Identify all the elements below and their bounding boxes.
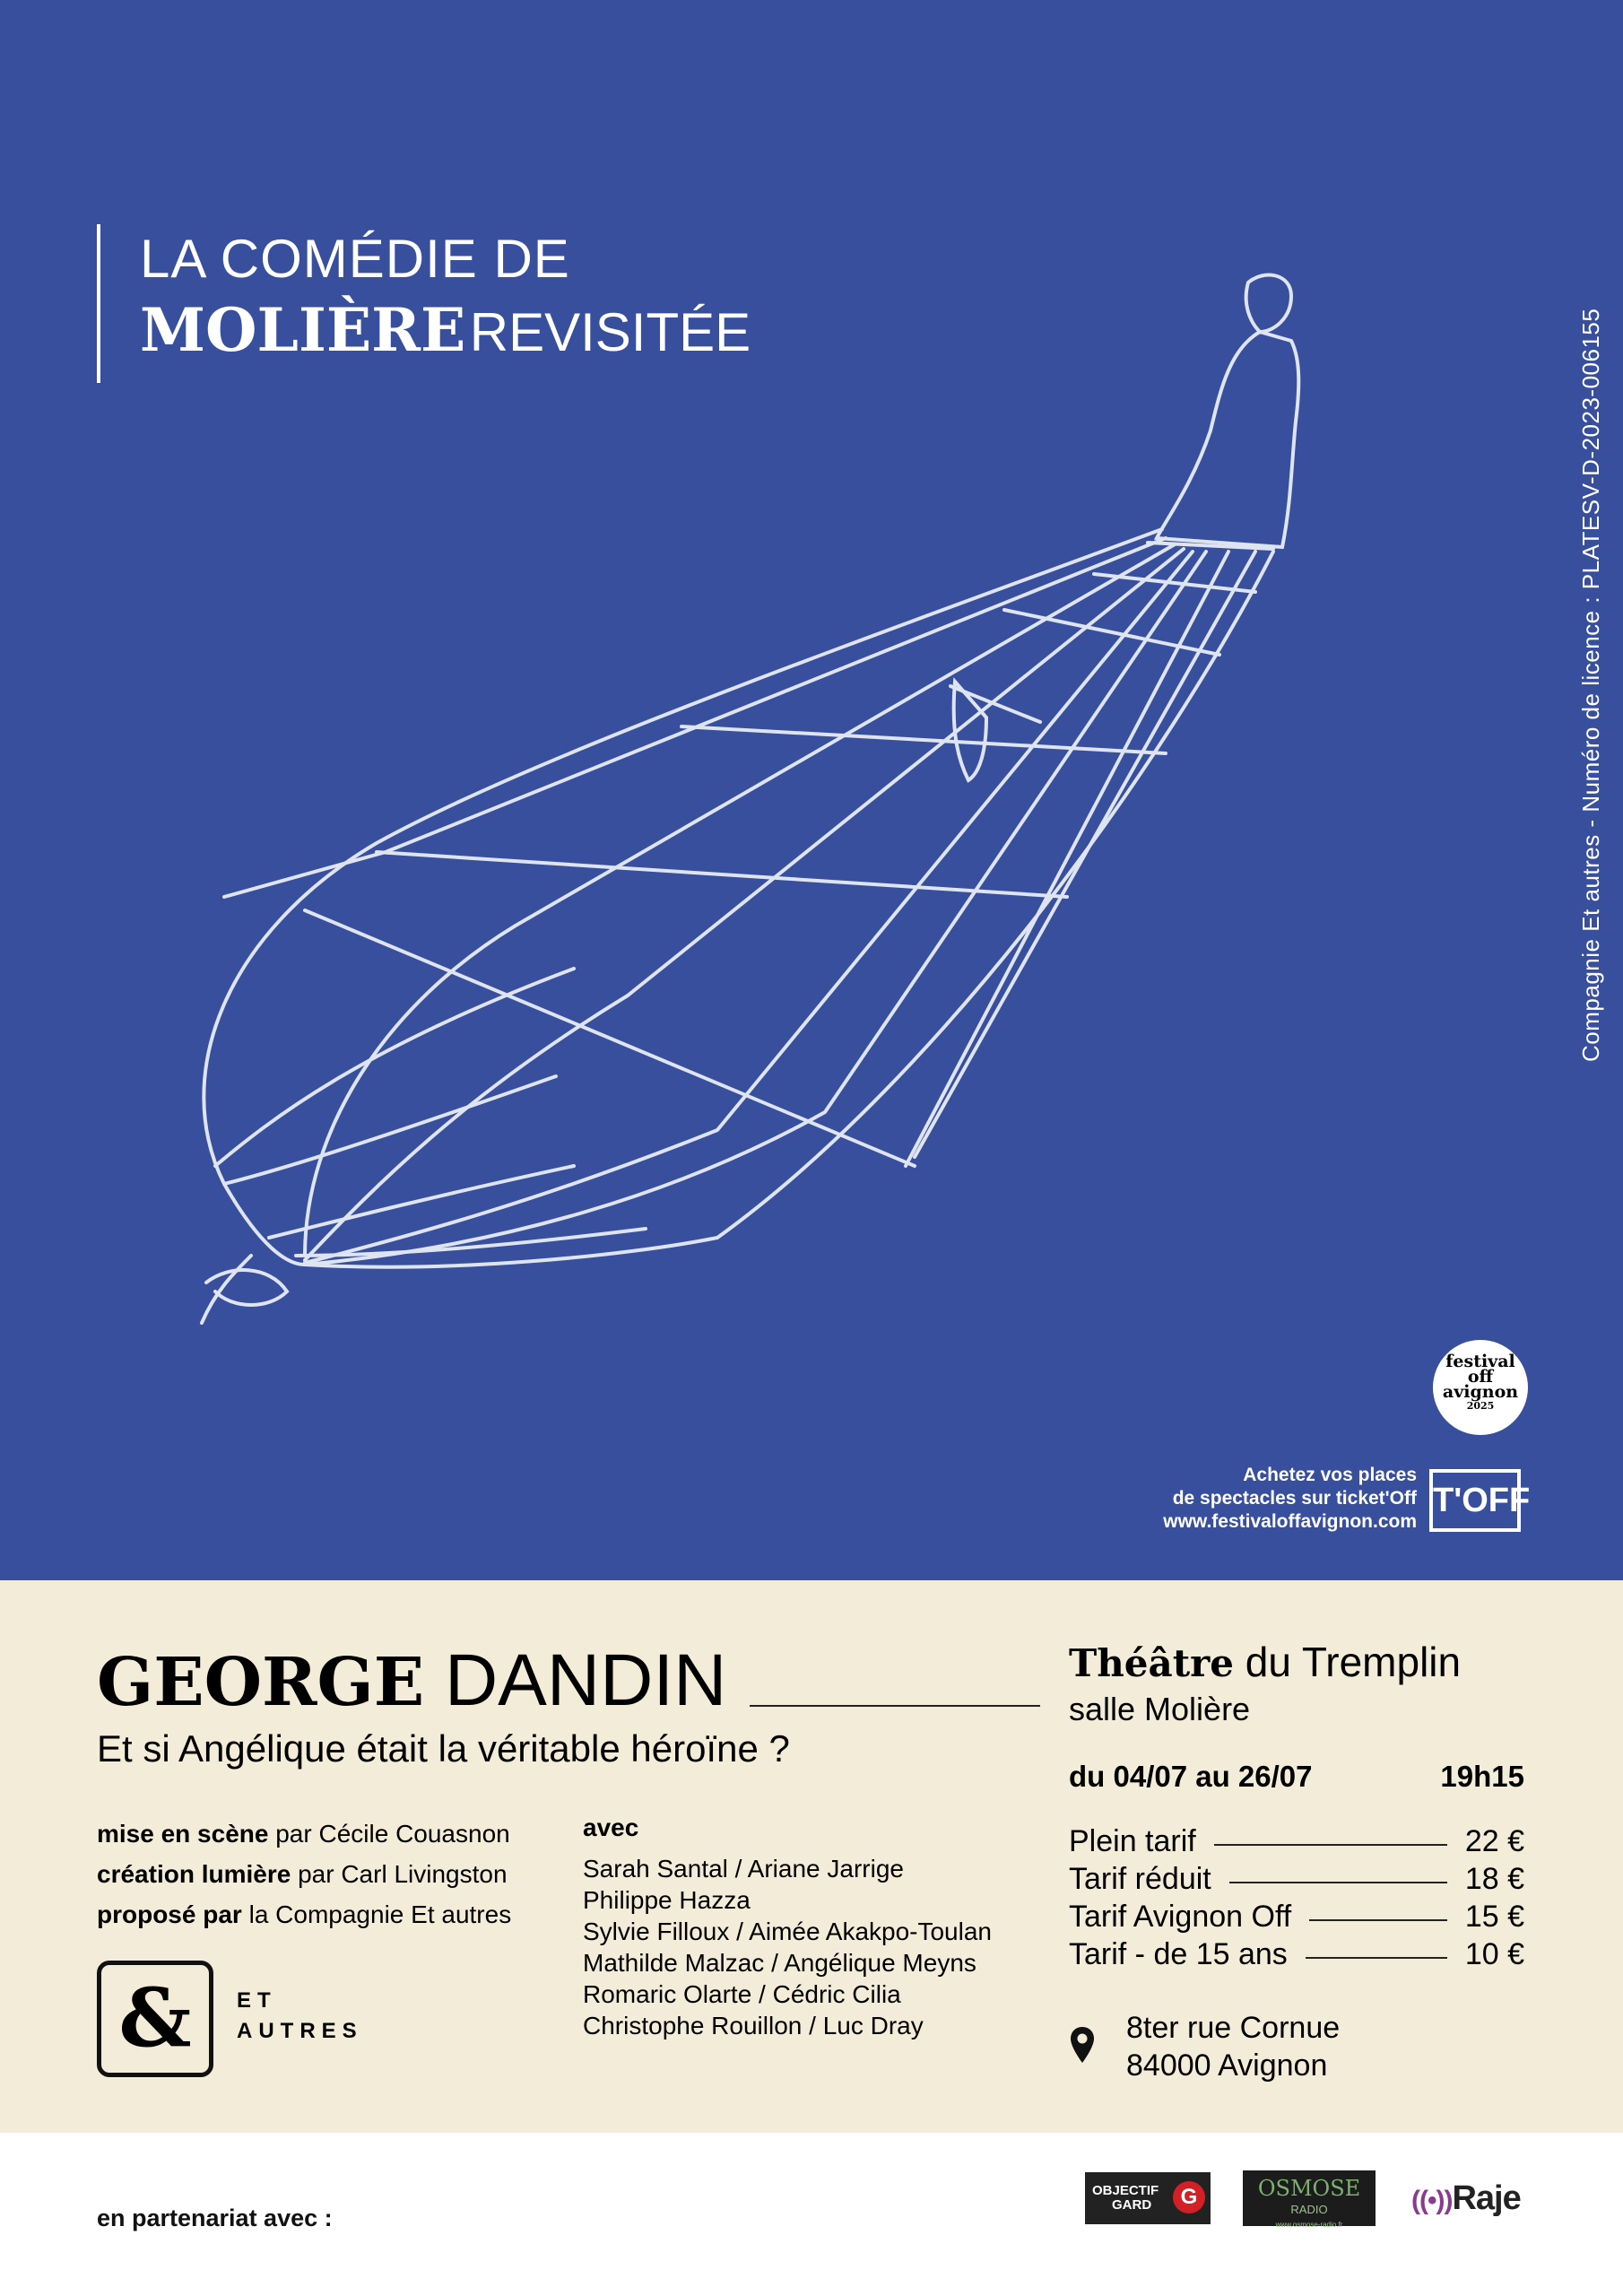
price-value: 10 € — [1464, 1937, 1524, 1971]
show-time: 19h15 — [1440, 1760, 1524, 1793]
logo-word-autres: AUTRES — [237, 2019, 363, 2043]
credit-role: proposé par — [97, 1900, 242, 1928]
credits-list — [97, 1813, 511, 1935]
cast-line: Christophe Rouillon / Luc Dray — [583, 2012, 924, 2039]
tagline-line2 — [140, 294, 751, 383]
price-value: 15 € — [1464, 1900, 1524, 1934]
partners-label: en partenariat avec : — [97, 2205, 333, 2231]
tagline-bold: MOLIÈRE — [140, 295, 466, 365]
credit-text: la Compagnie Et autres — [241, 1900, 512, 1928]
address-text — [1126, 2009, 1340, 2084]
raje-word: Raje — [1452, 2179, 1521, 2217]
price-label: Tarif Avignon Off — [1069, 1900, 1292, 1934]
price-label: Plein tarif — [1069, 1824, 1196, 1858]
show-dates: du 04/07 au 26/07 — [1069, 1760, 1313, 1793]
title-rest: DANDIN — [444, 1639, 727, 1721]
festival-year: 2025 — [1466, 1400, 1495, 1412]
venue-name-bold: Théâtre — [1069, 1641, 1234, 1685]
off-word: off — [1467, 1367, 1494, 1387]
ticket-line-2: de spectacles sur ticket'Off — [1172, 1488, 1417, 1509]
price-leader — [1306, 1957, 1447, 1959]
tagline-rest: REVISITÉE — [469, 302, 751, 362]
credit-role: mise en scène — [97, 1820, 269, 1848]
price-row — [1069, 1824, 1524, 1862]
credit-text: par Carl Livingston — [291, 1860, 508, 1888]
price-label: Tarif - de 15 ans — [1069, 1937, 1288, 1971]
license-text: Compagnie Et autres - Numéro de licence : PLATESV-D-2023-006155 — [1577, 308, 1604, 1062]
os-word-1: OSMOSE — [1257, 2176, 1361, 2201]
og-word-1: OBJECTIF — [1092, 2183, 1159, 2198]
price-leader — [1309, 1919, 1447, 1921]
price-row — [1069, 1937, 1524, 1975]
cast-line: Mathilde Malzac / Angélique Meyns — [583, 1949, 976, 1977]
os-word-2: RADIO — [1290, 2203, 1328, 2216]
osmose-radio-logo — [1243, 2170, 1376, 2229]
avignon-word: avignon — [1442, 1382, 1519, 1402]
tagline — [97, 224, 751, 383]
og-g-icon: G — [1173, 2181, 1205, 2213]
objectif-gard-logo — [1085, 2172, 1211, 2224]
ticket-off-logo: T'OFF — [1429, 1469, 1521, 1532]
logo-word-et: ET — [237, 1988, 277, 2013]
cast-line: Sarah Santal / Ariane Jarrige — [583, 1855, 904, 1883]
credit-direction — [97, 1813, 511, 1854]
cast-line: Sylvie Filloux / Aimée Akakpo-Toulan — [583, 1918, 992, 1945]
cast-heading: avec — [583, 1813, 639, 1841]
title-rule — [750, 1705, 1040, 1707]
address-line-2: 84000 Avignon — [1126, 2048, 1328, 2083]
credit-lighting — [97, 1854, 511, 1894]
festival-word: festival — [1445, 1352, 1515, 1371]
credit-text: par Cécile Couasnon — [268, 1820, 510, 1848]
price-value: 22 € — [1464, 1824, 1524, 1858]
address-line-1: 8ter rue Cornue — [1126, 2011, 1341, 2045]
price-row — [1069, 1900, 1524, 1937]
cast-line: Romaric Olarte / Cédric Cilia — [583, 1980, 901, 2008]
radio-waves-icon: ((•)) — [1411, 2186, 1453, 2215]
price-leader — [1214, 1844, 1447, 1846]
raje-logo — [1411, 2179, 1521, 2218]
cast-list — [583, 1853, 992, 2041]
tagline-line1: LA COMÉDIE DE — [140, 229, 570, 289]
og-word-2: GARD — [1112, 2197, 1152, 2213]
show-subtitle: Et si Angélique était la véritable héroïne ? — [97, 1727, 790, 1770]
credit-producer — [97, 1894, 511, 1935]
price-list — [1069, 1824, 1524, 1975]
et-autres-logo-text — [237, 1986, 363, 2047]
price-row — [1069, 1862, 1524, 1900]
venue-name — [1069, 1636, 1461, 1690]
price-leader — [1229, 1882, 1447, 1883]
credit-role: création lumière — [97, 1860, 291, 1888]
title-bold: GEORGE — [97, 1644, 425, 1721]
et-autres-logo-icon: & — [97, 1961, 213, 2077]
festival-off-avignon-logo — [1433, 1340, 1528, 1435]
map-pin-icon — [1069, 2025, 1096, 2065]
show-title — [97, 1639, 726, 1724]
venue-room: salle Molière — [1069, 1691, 1251, 1727]
price-value: 18 € — [1464, 1862, 1524, 1896]
ticket-line-1: Achetez vos places — [1243, 1465, 1417, 1485]
os-url: www.osmose-radio.fr — [1275, 2221, 1343, 2229]
venue-name-rest: du Tremplin — [1245, 1639, 1462, 1685]
ticket-url[interactable]: www.festivaloffavignon.com — [1163, 1511, 1417, 1532]
cast-line: Philippe Hazza — [583, 1886, 751, 1914]
ticket-info — [1163, 1464, 1417, 1534]
price-label: Tarif réduit — [1069, 1862, 1211, 1896]
